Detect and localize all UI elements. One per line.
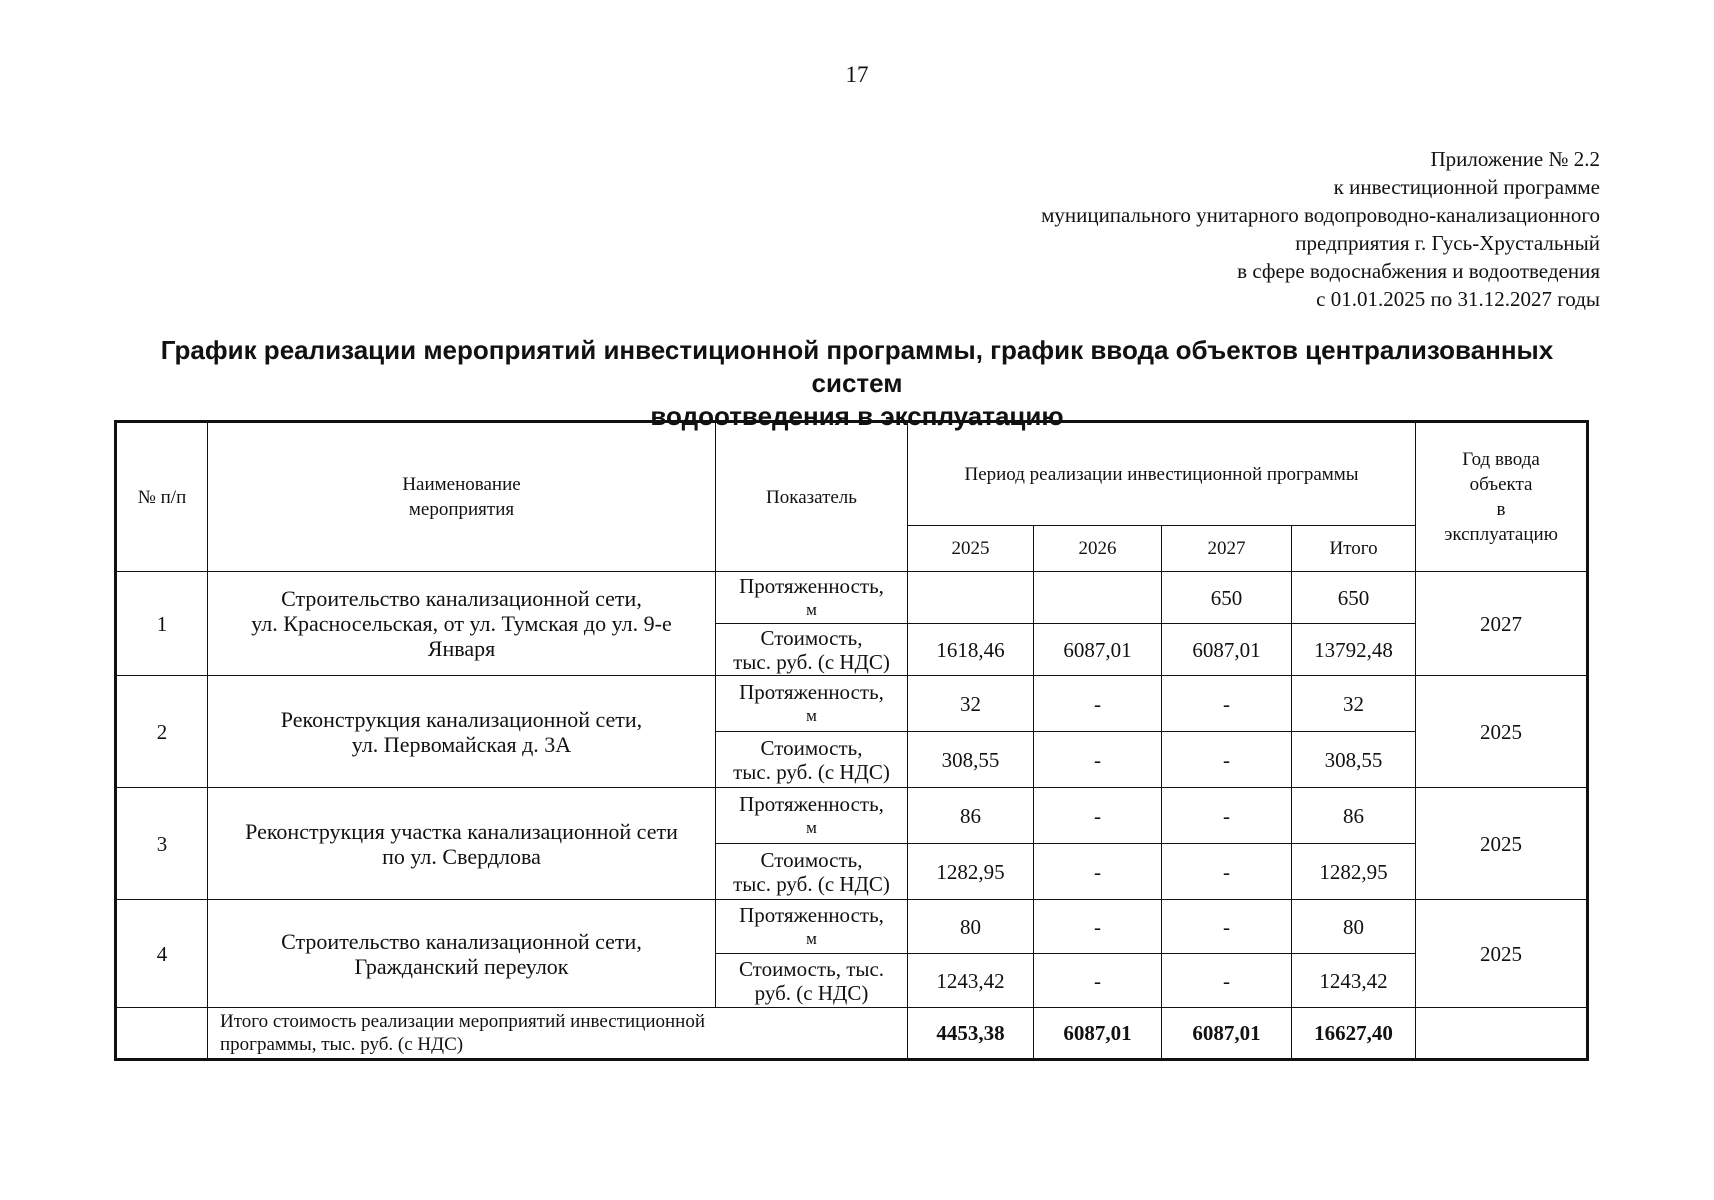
measure-name-line: Строительство канализационной сети,: [281, 586, 642, 611]
length-total: 32: [1292, 676, 1416, 732]
measure-name-line: Строительство канализационной сети,: [281, 928, 642, 954]
title-line-2: водоотведения в эксплуатацию: [650, 401, 1064, 431]
title-line-1: График реализации мероприятий инвестиционной программы, график ввода объектов централизованных систем: [160, 335, 1554, 398]
indicator-length-line: Протяженность,: [739, 573, 884, 598]
indicator-cost: [716, 954, 908, 1008]
cost-2026: -: [1034, 844, 1162, 900]
indicator-length-line: Протяженность,: [739, 791, 884, 816]
appendix-header: [840, 145, 1600, 313]
indicator-length: [716, 788, 908, 844]
cost-2025: 1243,42: [908, 954, 1034, 1008]
length-2025: [908, 572, 1034, 624]
length-total: 80: [1292, 900, 1416, 954]
table-row: [116, 900, 1588, 954]
header-commission-line: в: [1496, 499, 1506, 520]
header-indicator: Показатель: [716, 422, 908, 572]
indicator-length-line: Протяженность,: [739, 902, 884, 927]
length-2027: -: [1162, 676, 1292, 732]
appendix-line: с 01.01.2025 по 31.12.2027 годы: [1316, 287, 1600, 311]
table-row: [116, 676, 1588, 732]
appendix-line: к инвестиционной программе: [1333, 175, 1600, 199]
indicator-cost-line: тыс. руб. (с НДС): [733, 759, 890, 784]
indicator-length-unit: м: [806, 817, 817, 837]
measure-name: [208, 572, 716, 676]
total-label: [208, 1008, 908, 1060]
cost-total: 1282,95: [1292, 844, 1416, 900]
indicator-cost-line: Стоимость, тыс.: [738, 956, 885, 981]
total-year-cell: [1416, 1008, 1588, 1060]
length-total: 86: [1292, 788, 1416, 844]
measure-name-line: по ул. Свердлова: [382, 843, 541, 869]
total-2027: 6087,01: [1162, 1008, 1292, 1060]
indicator-cost-line: Стоимость,: [760, 625, 863, 650]
total-2025: 4453,38: [908, 1008, 1034, 1060]
cost-2026: -: [1034, 954, 1162, 1008]
cost-2025: 308,55: [908, 732, 1034, 788]
indicator-cost-line: руб. (с НДС): [754, 980, 869, 1005]
cost-2027: -: [1162, 954, 1292, 1008]
cost-2027: -: [1162, 844, 1292, 900]
indicator-length-unit: м: [806, 928, 817, 948]
indicator-length-unit: м: [806, 599, 817, 619]
appendix-line: в сфере водоснабжения и водоотведения: [1237, 259, 1600, 283]
indicator-length: [716, 676, 908, 732]
appendix-line: муниципального унитарного водопроводно-канализационного: [1041, 203, 1600, 227]
length-2026: -: [1034, 900, 1162, 954]
length-2026: [1034, 572, 1162, 624]
cost-2026: 6087,01: [1034, 624, 1162, 676]
measure-name-line: Реконструкция участка канализационной сети: [245, 818, 678, 844]
table-row: [116, 788, 1588, 844]
indicator-length: [716, 900, 908, 954]
measure-name-line: ул. Первомайская д. 3А: [351, 731, 572, 757]
row-num: 2: [116, 676, 208, 788]
measure-name: [208, 676, 716, 788]
length-2025: 86: [908, 788, 1034, 844]
table-row: [116, 572, 1588, 624]
header-year-2027: 2027: [1162, 526, 1292, 572]
length-2026: -: [1034, 788, 1162, 844]
length-2027: -: [1162, 788, 1292, 844]
row-num: 3: [116, 788, 208, 900]
indicator-cost: [716, 624, 908, 676]
length-total: 650: [1292, 572, 1416, 624]
total-num-cell: [116, 1008, 208, 1060]
length-2025: 32: [908, 676, 1034, 732]
indicator-cost: [716, 732, 908, 788]
header-year-2025: 2025: [908, 526, 1034, 572]
header-name-line: мероприятия: [408, 499, 515, 520]
indicator-cost-line: тыс. руб. (с НДС): [733, 871, 890, 896]
indicator-cost-line: Стоимость,: [760, 847, 863, 872]
commission-year: 2025: [1416, 788, 1588, 900]
row-num: 1: [116, 572, 208, 676]
cost-total: 1243,42: [1292, 954, 1416, 1008]
header-year-2026: 2026: [1034, 526, 1162, 572]
header-name: [208, 422, 716, 572]
cost-total: 308,55: [1292, 732, 1416, 788]
indicator-length: [716, 572, 908, 624]
indicator-length-unit: м: [806, 705, 817, 725]
header-name-line: Наименование: [402, 474, 521, 495]
total-2026: 6087,01: [1034, 1008, 1162, 1060]
header-commission-line: эксплуатацию: [1444, 524, 1558, 545]
cost-total: 13792,48: [1292, 624, 1416, 676]
length-2026: -: [1034, 676, 1162, 732]
total-row: [116, 1008, 1588, 1060]
length-2027: -: [1162, 900, 1292, 954]
measure-name-line: ул. Красносельская, от ул. Тумская до ул. 9-е: [251, 611, 672, 636]
measure-name-line: Гражданский переулок: [354, 953, 569, 979]
cost-2025: 1618,46: [908, 624, 1034, 676]
indicator-cost-line: Стоимость,: [760, 735, 863, 760]
indicator-cost-line: тыс. руб. (с НДС): [733, 649, 890, 674]
cost-2025: 1282,95: [908, 844, 1034, 900]
total-sum: 16627,40: [1292, 1008, 1416, 1060]
measure-name: [208, 900, 716, 1008]
cost-2027: 6087,01: [1162, 624, 1292, 676]
header-commission-line: Год ввода: [1462, 449, 1540, 470]
commission-year: 2027: [1416, 572, 1588, 676]
length-2027: 650: [1162, 572, 1292, 624]
measure-name-line: Января: [427, 636, 496, 661]
total-label-line: Итого стоимость реализации мероприятий инвестиционной: [220, 1011, 706, 1032]
measure-name-line: Реконструкция канализационной сети,: [280, 706, 643, 732]
total-label-line: программы, тыс. руб. (с НДС): [220, 1034, 464, 1055]
indicator-cost: [716, 844, 908, 900]
appendix-line: Приложение № 2.2: [1430, 147, 1600, 171]
header-num: № п/п: [116, 422, 208, 572]
header-commission-year: [1416, 422, 1588, 572]
header-commission-line: объекта: [1469, 474, 1533, 495]
commission-year: 2025: [1416, 676, 1588, 788]
measure-name: [208, 788, 716, 900]
cost-2027: -: [1162, 732, 1292, 788]
row-num: 4: [116, 900, 208, 1008]
appendix-line: предприятия г. Гусь-Хрустальный: [1295, 231, 1600, 255]
page-number: 17: [845, 62, 869, 87]
document-title: [150, 334, 1564, 433]
length-2025: 80: [908, 900, 1034, 954]
header-period: Период реализации инвестиционной программы: [908, 422, 1416, 526]
cost-2026: -: [1034, 732, 1162, 788]
header-total: Итого: [1292, 526, 1416, 572]
schedule-table: [114, 420, 1589, 1061]
indicator-length-line: Протяженность,: [739, 679, 884, 704]
commission-year: 2025: [1416, 900, 1588, 1008]
